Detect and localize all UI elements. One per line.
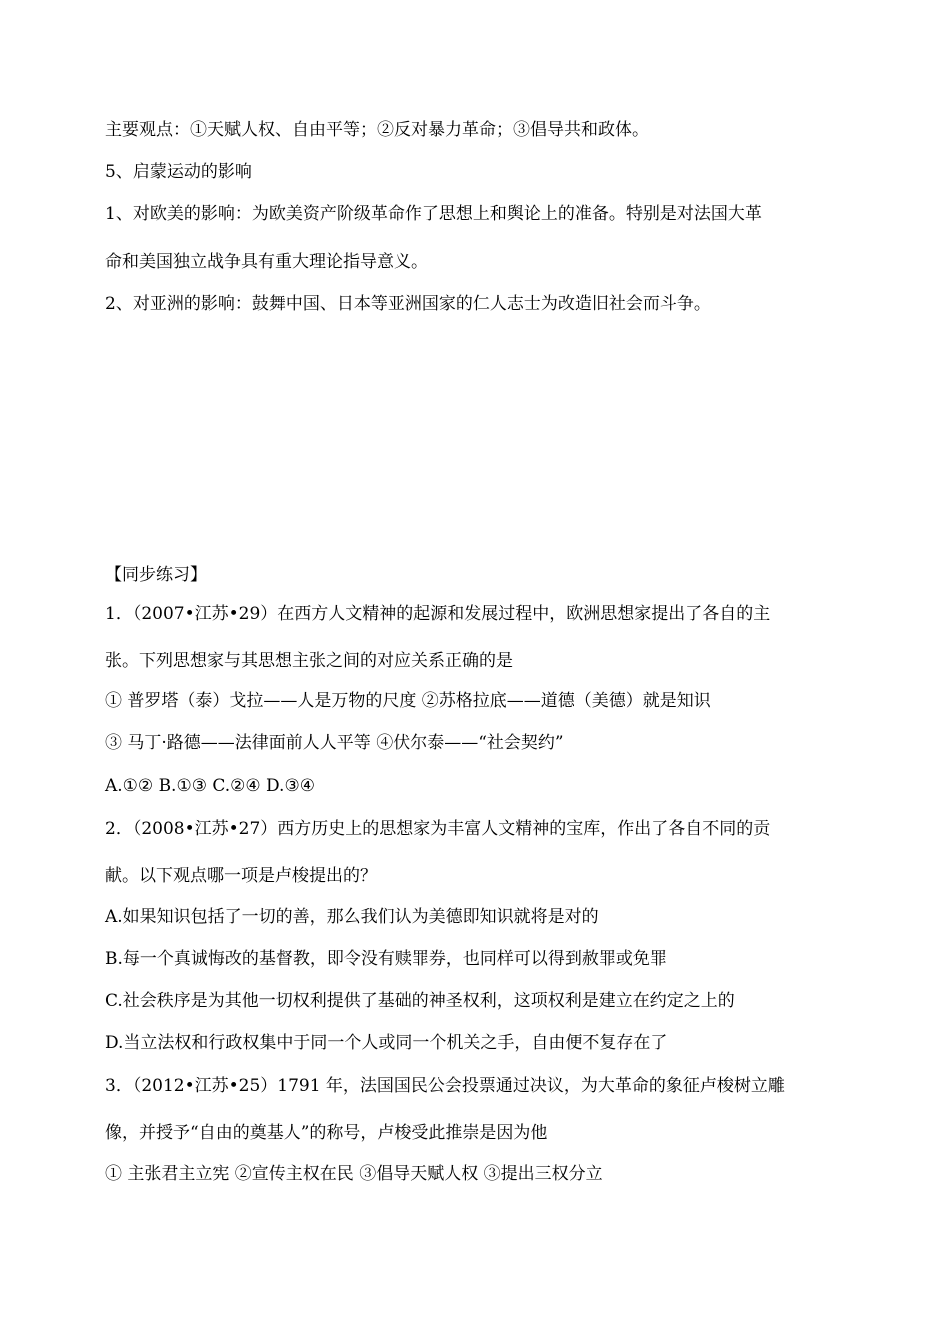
- section-heading-impact: 5、启蒙运动的影响: [105, 162, 252, 182]
- question-1-items-line-2: ③ 马丁·路德——法律面前人人平等 ④伏尔泰——“社会契约”: [105, 733, 564, 753]
- main-views-text: 主要观点：①天赋人权、自由平等；②反对暴力革命；③倡导共和政体。: [105, 120, 649, 140]
- impact-europe-line-2: 命和美国独立战争具有重大理论指导意义。: [105, 252, 428, 272]
- question-2-option-a: A.如果知识包括了一切的善，那么我们认为美德即知识就将是对的: [105, 907, 599, 927]
- question-2-stem-line-2: 献。以下观点哪一项是卢梭提出的？: [105, 866, 377, 886]
- question-2-option-c: C.社会秩序是为其他一切权利提供了基础的神圣权利，这项权利是建立在约定之上的: [105, 991, 735, 1011]
- impact-asia-text: 2、对亚洲的影响：鼓舞中国、日本等亚洲国家的仁人志士为改造旧社会而斗争。: [105, 294, 711, 314]
- question-2-option-d: D.当立法权和行政权集中于同一个人或同一个机关之手，自由便不复存在了: [105, 1033, 668, 1053]
- question-3-items: ① 主张君主立宪 ②宣传主权在民 ③倡导天赋人权 ③提出三权分立: [105, 1164, 603, 1184]
- question-3-stem-line-2: 像，并授予“自由的奠基人”的称号，卢梭受此推崇是因为他: [105, 1123, 548, 1143]
- question-1-options: A.①② B.①③ C.②④ D.③④: [105, 776, 315, 796]
- question-1-items-line-1: ① 普罗塔（泰）戈拉——人是万物的尺度 ②苏格拉底——道德（美德）就是知识: [105, 691, 711, 711]
- question-3-stem-line-1: 3．（2012•江苏•25）1791 年，法国国民公会投票通过决议，为大革命的象征卢梭树立雕: [105, 1076, 785, 1096]
- question-1-stem-line-1: 1．（2007•江苏•29）在西方人文精神的起源和发展过程中，欧洲思想家提出了各自的主: [105, 604, 771, 624]
- question-2-stem-line-1: 2．（2008•江苏•27）西方历史上的思想家为丰富人文精神的宝库，作出了各自不同的贡: [105, 819, 771, 839]
- exercise-section-title: 【同步练习】: [105, 565, 207, 585]
- question-2-option-b: B.每一个真诚悔改的基督教，即令没有赎罪券，也同样可以得到赦罪或免罪: [105, 949, 667, 969]
- impact-europe-line-1: 1、对欧美的影响：为欧美资产阶级革命作了思想上和舆论上的准备。特别是对法国大革: [105, 204, 762, 224]
- question-1-stem-line-2: 张。下列思想家与其思想主张之间的对应关系正确的是: [105, 651, 513, 671]
